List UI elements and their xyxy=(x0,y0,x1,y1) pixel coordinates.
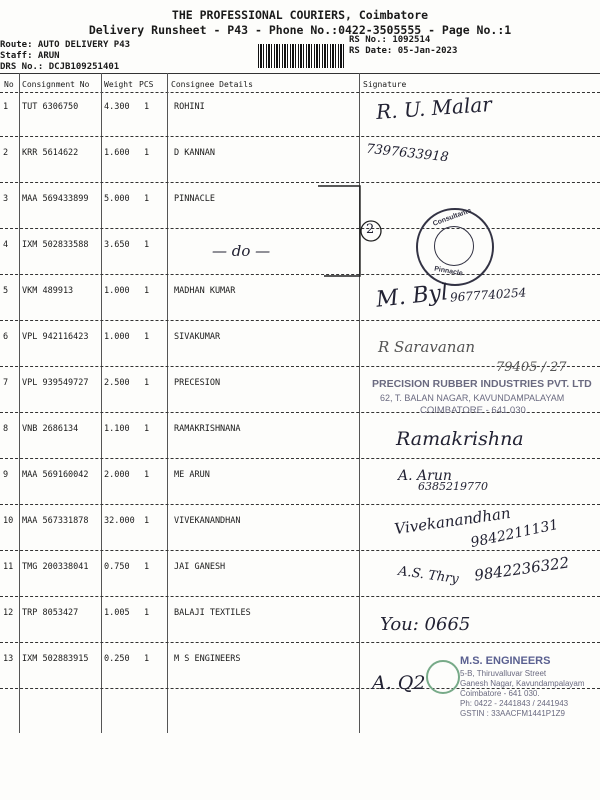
consignment-number: VPL 939549727 xyxy=(22,378,89,388)
pcs-count: 1 xyxy=(144,424,150,434)
col-header-consignment: Consignment No xyxy=(22,80,90,89)
weight-value: 1.100 xyxy=(104,424,130,434)
row-divider xyxy=(0,320,600,321)
staff-label: Staff: ARUN xyxy=(0,51,60,61)
signature-row-11: A.S. Thry xyxy=(397,563,460,588)
consignment-number: IXM 502883915 xyxy=(22,654,89,664)
col-divider xyxy=(359,73,360,733)
consignee-name: D KANNAN xyxy=(174,148,215,158)
weight-value: 1.600 xyxy=(104,148,130,158)
consignee-name: PINNACLE xyxy=(174,194,215,204)
weight-value: 2.000 xyxy=(104,470,130,480)
row-divider xyxy=(0,136,600,137)
consignment-number: MAA 569433899 xyxy=(22,194,89,204)
rs-number: RS No.: 1092514 xyxy=(349,35,431,45)
table-top-border xyxy=(0,73,600,74)
consignment-number: MAA 569160042 xyxy=(22,470,89,480)
pcs-count: 1 xyxy=(144,562,150,572)
consignment-number: TMG 200338041 xyxy=(22,562,89,572)
row-divider xyxy=(0,596,600,597)
col-header-no: No xyxy=(4,80,14,89)
weight-value: 0.250 xyxy=(104,654,130,664)
col-header-consignee: Consignee Details xyxy=(171,80,253,89)
barcode xyxy=(258,44,344,68)
pcs-count: 1 xyxy=(144,654,150,664)
consignee-name: SIVAKUMAR xyxy=(174,332,221,342)
row-divider xyxy=(0,504,600,505)
signature-row-9-phone: 6385219770 xyxy=(418,480,488,493)
consignment-number: KRR 5614622 xyxy=(22,148,79,158)
row-divider xyxy=(0,550,600,551)
weight-value: 1.000 xyxy=(104,286,130,296)
pcs-count: 1 xyxy=(144,332,150,342)
signature-row-10: Vivekanandhan xyxy=(393,503,512,539)
consignee-name: JAI GANESH xyxy=(174,562,226,572)
pcs-count: 1 xyxy=(144,516,150,526)
company-title: THE PROFESSIONAL COURIERS, Coimbatore xyxy=(171,8,429,22)
col-header-pcs: PCS xyxy=(139,80,154,89)
col-divider xyxy=(19,73,20,733)
col-divider xyxy=(167,73,168,733)
row-number: 7 xyxy=(3,378,9,388)
consignment-number: VNB 2686134 xyxy=(22,424,79,434)
row-number: 1 xyxy=(3,102,9,112)
consignment-number: VKM 489913 xyxy=(22,286,74,296)
row-number: 12 xyxy=(3,608,14,618)
header-divider xyxy=(0,92,600,93)
row-number: 13 xyxy=(3,654,14,664)
signature-row-2: 7397633918 xyxy=(365,141,450,166)
consignee-name: RAMAKRISHNANA xyxy=(174,424,241,434)
ms-stamp-line: 5-B, Thiruvalluvar Street xyxy=(460,669,547,678)
bracket-mark xyxy=(316,184,386,279)
consignee-name: BALAJI TEXTILES xyxy=(174,608,251,618)
weight-value: 1.000 xyxy=(104,332,130,342)
pcs-count: 1 xyxy=(144,148,150,158)
weight-value: 32.000 xyxy=(104,516,135,526)
weight-value: 3.650 xyxy=(104,240,130,250)
row-divider xyxy=(0,228,600,229)
row-number: 6 xyxy=(3,332,9,342)
consignment-number: MAA 567331878 xyxy=(22,516,89,526)
signature-row-6: R Saravanan xyxy=(378,338,476,356)
pcs-count: 1 xyxy=(144,240,150,250)
weight-value: 2.500 xyxy=(104,378,130,388)
stamp-text: Pinnacle xyxy=(433,265,464,278)
row-divider xyxy=(0,182,600,183)
col-divider xyxy=(101,73,102,733)
route-label: Route: AUTO DELIVERY P43 xyxy=(0,40,131,50)
circled-number: 2 xyxy=(366,222,375,237)
signature-row-5: M. Byl xyxy=(374,280,450,313)
signature-row-6-phone: 79405 / 27 xyxy=(496,360,567,375)
consignment-number: VPL 942116423 xyxy=(22,332,89,342)
col-header-weight: Weight xyxy=(104,80,133,89)
consignee-name: M S ENGINEERS xyxy=(174,654,241,664)
consignee-name: ME ARUN xyxy=(174,470,210,480)
precision-stamp-name: PRECISION RUBBER INDUSTRIES PVT. LTD xyxy=(372,378,592,390)
precision-stamp-address: 62, T. BALAN NAGAR, KAVUNDAMPALAYAM xyxy=(380,393,565,403)
ms-stamp-name: M.S. ENGINEERS xyxy=(460,655,551,667)
ms-stamp-line: Ganesh Nagar, Kavundampalayam xyxy=(460,679,585,688)
pcs-count: 1 xyxy=(144,470,150,480)
row-divider xyxy=(0,274,600,275)
weight-value: 5.000 xyxy=(104,194,130,204)
pcs-count: 1 xyxy=(144,608,150,618)
row-number: 4 xyxy=(3,240,9,250)
row-number: 3 xyxy=(3,194,9,204)
row-divider xyxy=(0,458,600,459)
ms-stamp-line: Coimbatore - 641 030. xyxy=(460,689,540,698)
consignee-name: PRECESION xyxy=(174,378,221,388)
row-number: 11 xyxy=(3,562,14,572)
row-number: 10 xyxy=(3,516,14,526)
signature-row-1: R. U. Malar xyxy=(375,91,493,125)
pcs-count: 1 xyxy=(144,378,150,388)
signature-row-9: A. Arun xyxy=(398,468,452,484)
row-divider xyxy=(0,642,600,643)
consignment-number: TRP 8053427 xyxy=(22,608,79,618)
ditto-mark-row-4: — do — xyxy=(212,242,271,260)
ms-stamp-line: GSTIN : 33AACFM1441P1Z9 xyxy=(460,709,565,718)
ms-engineers-round-stamp xyxy=(426,660,460,694)
row-number: 5 xyxy=(3,286,9,296)
row-number: 8 xyxy=(3,424,9,434)
signature-row-10-phone: 9842211131 xyxy=(469,516,560,552)
consignment-number: IXM 502833588 xyxy=(22,240,89,250)
row-number: 9 xyxy=(3,470,9,480)
pcs-count: 1 xyxy=(144,102,150,112)
consignee-name: ROHINI xyxy=(174,102,205,112)
pcs-count: 1 xyxy=(144,286,150,296)
stamp-text: Consultants xyxy=(432,207,473,228)
precision-stamp-city: COIMBATORE - 641 030. xyxy=(420,405,529,416)
signature-row-13: A. Q2 xyxy=(372,672,426,694)
rs-date: RS Date: 05-Jan-2023 xyxy=(349,46,458,56)
weight-value: 4.300 xyxy=(104,102,130,112)
signature-row-12: You: 0665 xyxy=(380,614,471,635)
ms-stamp-line: Ph: 0422 - 2441843 / 2441943 xyxy=(460,699,569,708)
row-number: 2 xyxy=(3,148,9,158)
signature-row-11-phone: 9842236322 xyxy=(473,553,571,585)
col-header-signature: Signature xyxy=(363,80,407,89)
pcs-count: 1 xyxy=(144,194,150,204)
signature-row-5-phone: 9677740254 xyxy=(449,285,527,305)
drs-number: DRS No.: DCJB109251401 xyxy=(0,62,120,72)
pinnacle-round-stamp xyxy=(416,208,494,286)
weight-value: 0.750 xyxy=(104,562,130,572)
weight-value: 1.005 xyxy=(104,608,130,618)
consignee-name: MADHAN KUMAR xyxy=(174,286,236,296)
runsheet-subtitle: Delivery Runsheet - P43 - Phone No.:0422-3505555 - Page No.:1 xyxy=(88,23,512,37)
consignment-number: TUT 6306750 xyxy=(22,102,79,112)
signature-row-8: Ramakrishna xyxy=(396,428,524,450)
consignee-name: VIVEKANANDHAN xyxy=(174,516,241,526)
